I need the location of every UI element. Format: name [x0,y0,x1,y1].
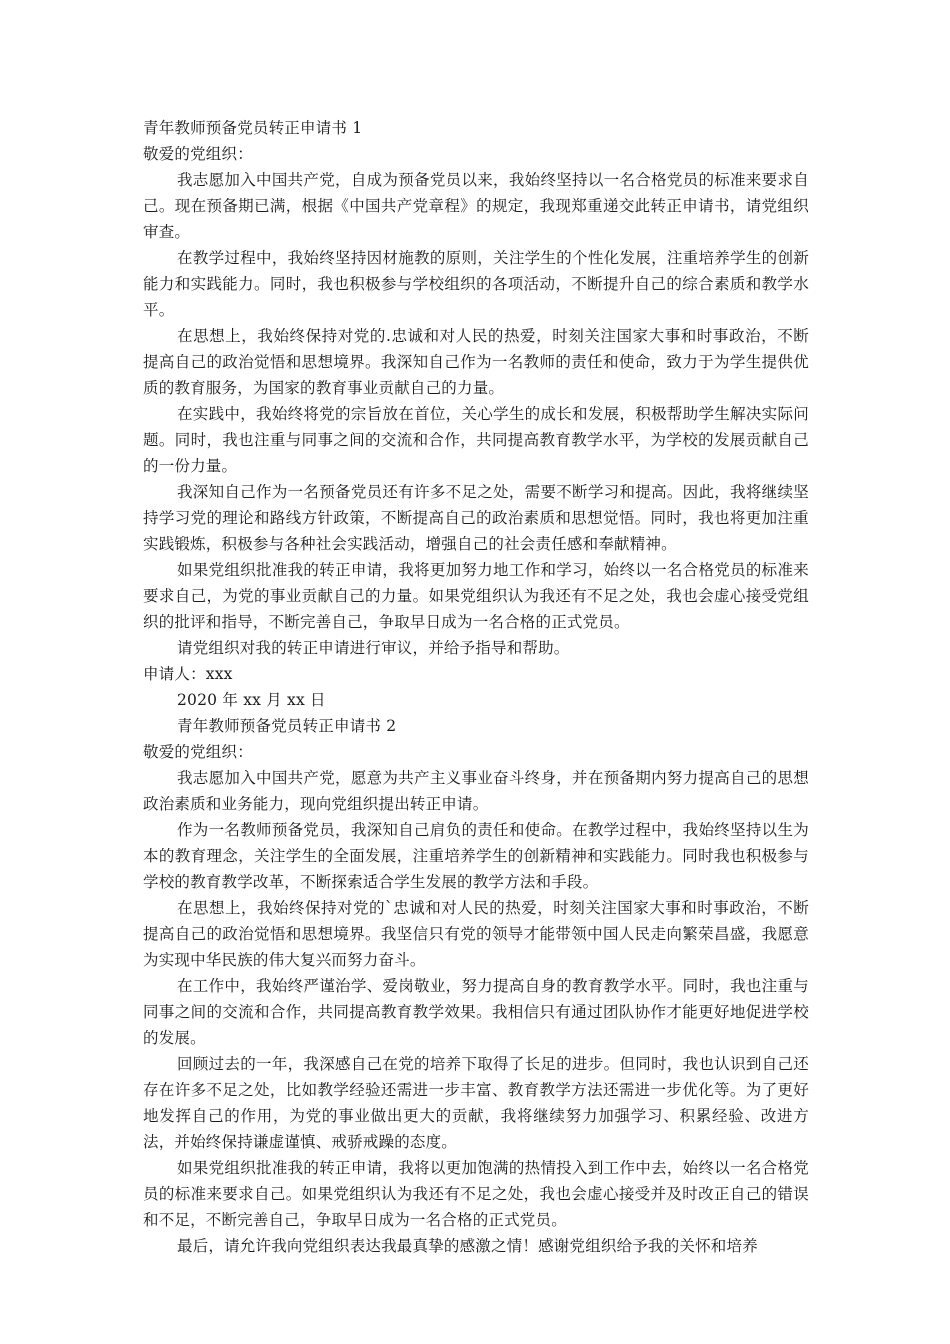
letter2-paragraph-3: 在思想上，我始终保持对党的`忠诚和对人民的热爱，时刻关注国家大事和时事政治，不断提高自己的政治觉悟和思想境界。我坚信只有党的领导才能带领中国人民走向繁荣昌盛，我愿意为实现中华民族的伟大复兴而努力奋斗。 [143,899,809,969]
letter1-paragraph-4: 在实践中，我始终将党的宗旨放在首位，关心学生的成长和发展，积极帮助学生解决实际问题。同时，我也注重与同事之间的交流和合作，共同提高教育教学水平，为学校的发展贡献自己的一份力量。 [143,405,809,475]
letter2-paragraph-5: 回顾过去的一年，我深感自己在党的培养下取得了长足的进步。但同时，我也认识到自己还存在许多不足之处，比如教学经验还需进一步丰富、教育教学方法还需进一步优化等。为了更好地发挥自己的作用，为党的事业做出更大的贡献，我将继续努力加强学习、积累经验、改进方法，并始终保持谦虚谨慎、戒骄戒躁的态度。 [143,1055,809,1151]
letter1-paragraph-1: 我志愿加入中国共产党，自成为预备党员以来，我始终坚持以一名合格党员的标准来要求自己。现在预备期已满，根据《中国共产党章程》的规定，我现郑重递交此转正申请书，请党组织审查。 [143,171,809,241]
letter2-salutation: 敬爱的党组织： [143,743,253,761]
letter2-paragraph-7: 最后，请允许我向党组织表达我最真挚的感激之情！感谢党组织给予我的关怀和培养 [177,1237,758,1255]
letter1-salutation: 敬爱的党组织： [143,145,253,163]
letter1-paragraph-5: 我深知自己作为一名预备党员还有许多不足之处，需要不断学习和提高。因此，我将继续坚持学习党的理论和路线方针政策，不断提高自己的政治素质和思想觉悟。同时，我也将更加注重实践锻炼，积极参与各种社会实践活动，增强自己的社会责任感和奉献精神。 [143,483,809,553]
letter2-paragraph-6: 如果党组织批准我的转正申请，我将以更加饱满的热情投入到工作中去，始终以一名合格党员的标准来要求自己。如果党组织认为我还有不足之处，我也会虚心接受并及时改正自己的错误和不足，不断完善自己，争取早日成为一名合格的正式党员。 [143,1159,809,1229]
letter1-date: 2020 年 xx 月 xx 日 [177,691,326,709]
letter2-paragraph-1: 我志愿加入中国共产党，愿意为共产主义事业奋斗终身，并在预备期内努力提高自己的思想政治素质和业务能力，现向党组织提出转正申请。 [143,769,809,813]
document-body [143,115,809,1259]
letter1-title: 青年教师预备党员转正申请书 1 [143,119,363,137]
letter1-paragraph-2: 在教学过程中，我始终坚持因材施教的原则，关注学生的个性化发展，注重培养学生的创新能力和实践能力。同时，我也积极参与学校组织的各项活动，不断提升自己的综合素质和教学水平。 [143,249,809,319]
letter1-paragraph-3: 在思想上，我始终保持对党的.忠诚和对人民的热爱，时刻关注国家大事和时事政治，不断提高自己的政治觉悟和思想境界。我深知自己作为一名教师的责任和使命，致力于为学生提供优质的教育服务，为国家的教育事业贡献自己的力量。 [143,327,809,397]
letter1-paragraph-6: 如果党组织批准我的转正申请，我将更加努力地工作和学习，始终以一名合格党员的标准来要求自己，为党的事业贡献自己的力量。如果党组织认为我还有不足之处，我也会虚心接受党组织的批评和指导，不断完善自己，争取早日成为一名合格的正式党员。 [143,561,809,631]
letter2-title: 青年教师预备党员转正申请书 2 [177,717,397,735]
letter2-paragraph-4: 在工作中，我始终严谨治学、爱岗敬业，努力提高自身的教育教学水平。同时，我也注重与同事之间的交流和合作，共同提高教育教学效果。我相信只有通过团队协作才能更好地促进学校的发展。 [143,977,809,1047]
letter1-paragraph-7: 请党组织对我的转正申请进行审议，并给予指导和帮助。 [177,639,570,657]
letter2-paragraph-2: 作为一名教师预备党员，我深知自己肩负的责任和使命。在教学过程中，我始终坚持以生为本的教育理念，关注学生的全面发展，注重培养学生的创新精神和实践能力。同时我也积极参与学校的教育教学改革，不断探索适合学生发展的教学方法和手段。 [143,821,809,891]
letter1-applicant: 申请人：xxx [143,665,233,683]
